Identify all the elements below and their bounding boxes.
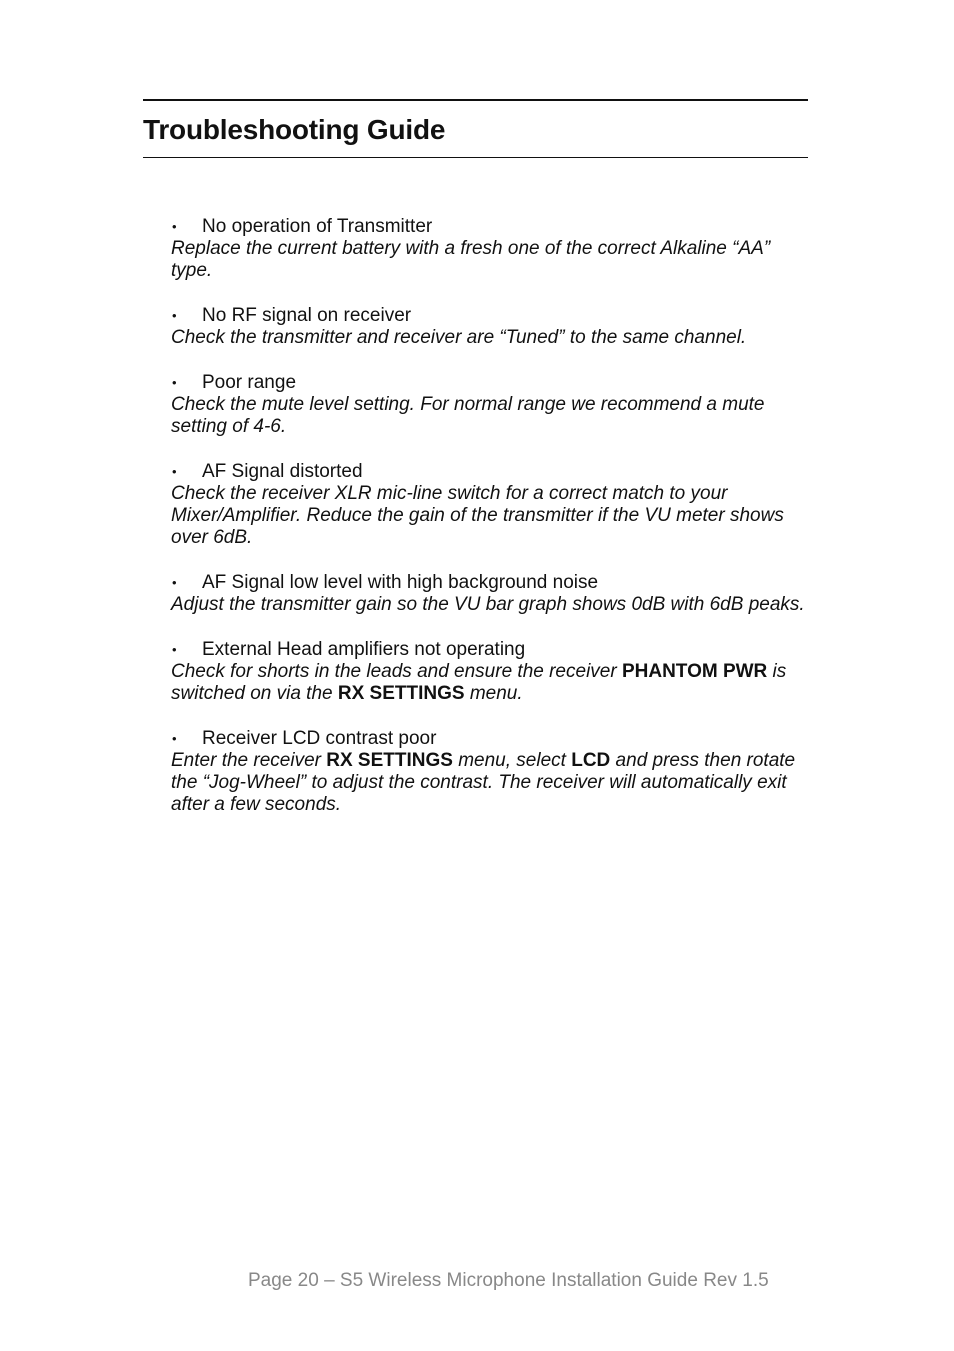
- issue-heading: [168, 572, 813, 594]
- troubleshooting-item: [168, 372, 813, 438]
- troubleshooting-item: [168, 305, 813, 349]
- issue-heading: [168, 305, 813, 327]
- solution-text: Enter the receiver: [171, 750, 327, 771]
- menu-keyword: RX SETTINGS: [337, 683, 465, 704]
- troubleshooting-item: [168, 572, 813, 616]
- menu-keyword: RX SETTINGS: [326, 750, 453, 771]
- issue-heading-text: Poor range: [202, 372, 297, 393]
- bullet-icon: •: [172, 642, 177, 657]
- issue-heading-text: AF Signal distorted: [202, 461, 363, 482]
- troubleshooting-list: [168, 216, 813, 839]
- issue-heading: [168, 216, 813, 238]
- solution-text: Check the mute level setting. For normal range we recommend a mute setting of 4-6.: [171, 394, 765, 437]
- bullet-icon: •: [172, 731, 177, 746]
- header-top-rule: [143, 99, 808, 101]
- issue-heading-text: External Head amplifiers not operating: [202, 639, 526, 660]
- bullet-icon: •: [172, 575, 177, 590]
- issue-solution: [168, 594, 813, 616]
- issue-heading: [168, 372, 813, 394]
- solution-text: and press then rotate the “Jog-Wheel” to adjust the contrast. The receiver will automatically exit after a few seconds.: [171, 750, 796, 815]
- solution-text: Check the transmitter and receiver are “Tuned” to the same channel.: [171, 327, 747, 348]
- issue-heading-text: Receiver LCD contrast poor: [202, 728, 437, 749]
- solution-text: Replace the current battery with a fresh one of the correct Alkaline “AA” type.: [171, 238, 771, 281]
- bullet-icon: •: [172, 375, 177, 390]
- issue-solution: [168, 750, 813, 816]
- issue-solution: [168, 661, 813, 705]
- issue-solution: [168, 394, 813, 438]
- troubleshooting-item: [168, 461, 813, 549]
- menu-keyword: LCD: [571, 750, 611, 771]
- troubleshooting-item: [168, 728, 813, 816]
- header-bottom-rule: [143, 157, 808, 158]
- solution-text: is switched on via the: [171, 661, 787, 704]
- solution-text: menu.: [464, 683, 523, 704]
- solution-text: Check for shorts in the leads and ensure the receiver: [171, 661, 622, 682]
- menu-keyword: PHANTOM PWR: [621, 661, 768, 682]
- page-title: Troubleshooting Guide: [143, 114, 446, 145]
- issue-solution: [168, 238, 813, 282]
- issue-heading-text: No operation of Transmitter: [202, 216, 433, 237]
- issue-heading: [168, 728, 813, 750]
- issue-solution: [168, 483, 813, 549]
- solution-text: Check the receiver XLR mic-line switch for a correct match to your Mixer/Amplifier. Reduce the gain of the transmitter if the VU meter shows over 6dB.: [171, 483, 784, 548]
- page-footer: Page 20 – S5 Wireless Microphone Installation Guide Rev 1.5: [248, 1270, 769, 1291]
- solution-text: Adjust the transmitter gain so the VU bar graph shows 0dB with 6dB peaks.: [171, 594, 805, 615]
- troubleshooting-item: [168, 216, 813, 282]
- bullet-icon: •: [172, 219, 177, 234]
- issue-heading-text: AF Signal low level with high background noise: [202, 572, 599, 593]
- issue-heading: [168, 461, 813, 483]
- issue-heading: [168, 639, 813, 661]
- bullet-icon: •: [172, 308, 177, 323]
- troubleshooting-item: [168, 639, 813, 705]
- bullet-icon: •: [172, 464, 177, 479]
- issue-heading-text: No RF signal on receiver: [202, 305, 412, 326]
- solution-text: menu, select: [452, 750, 572, 771]
- issue-solution: [168, 327, 813, 349]
